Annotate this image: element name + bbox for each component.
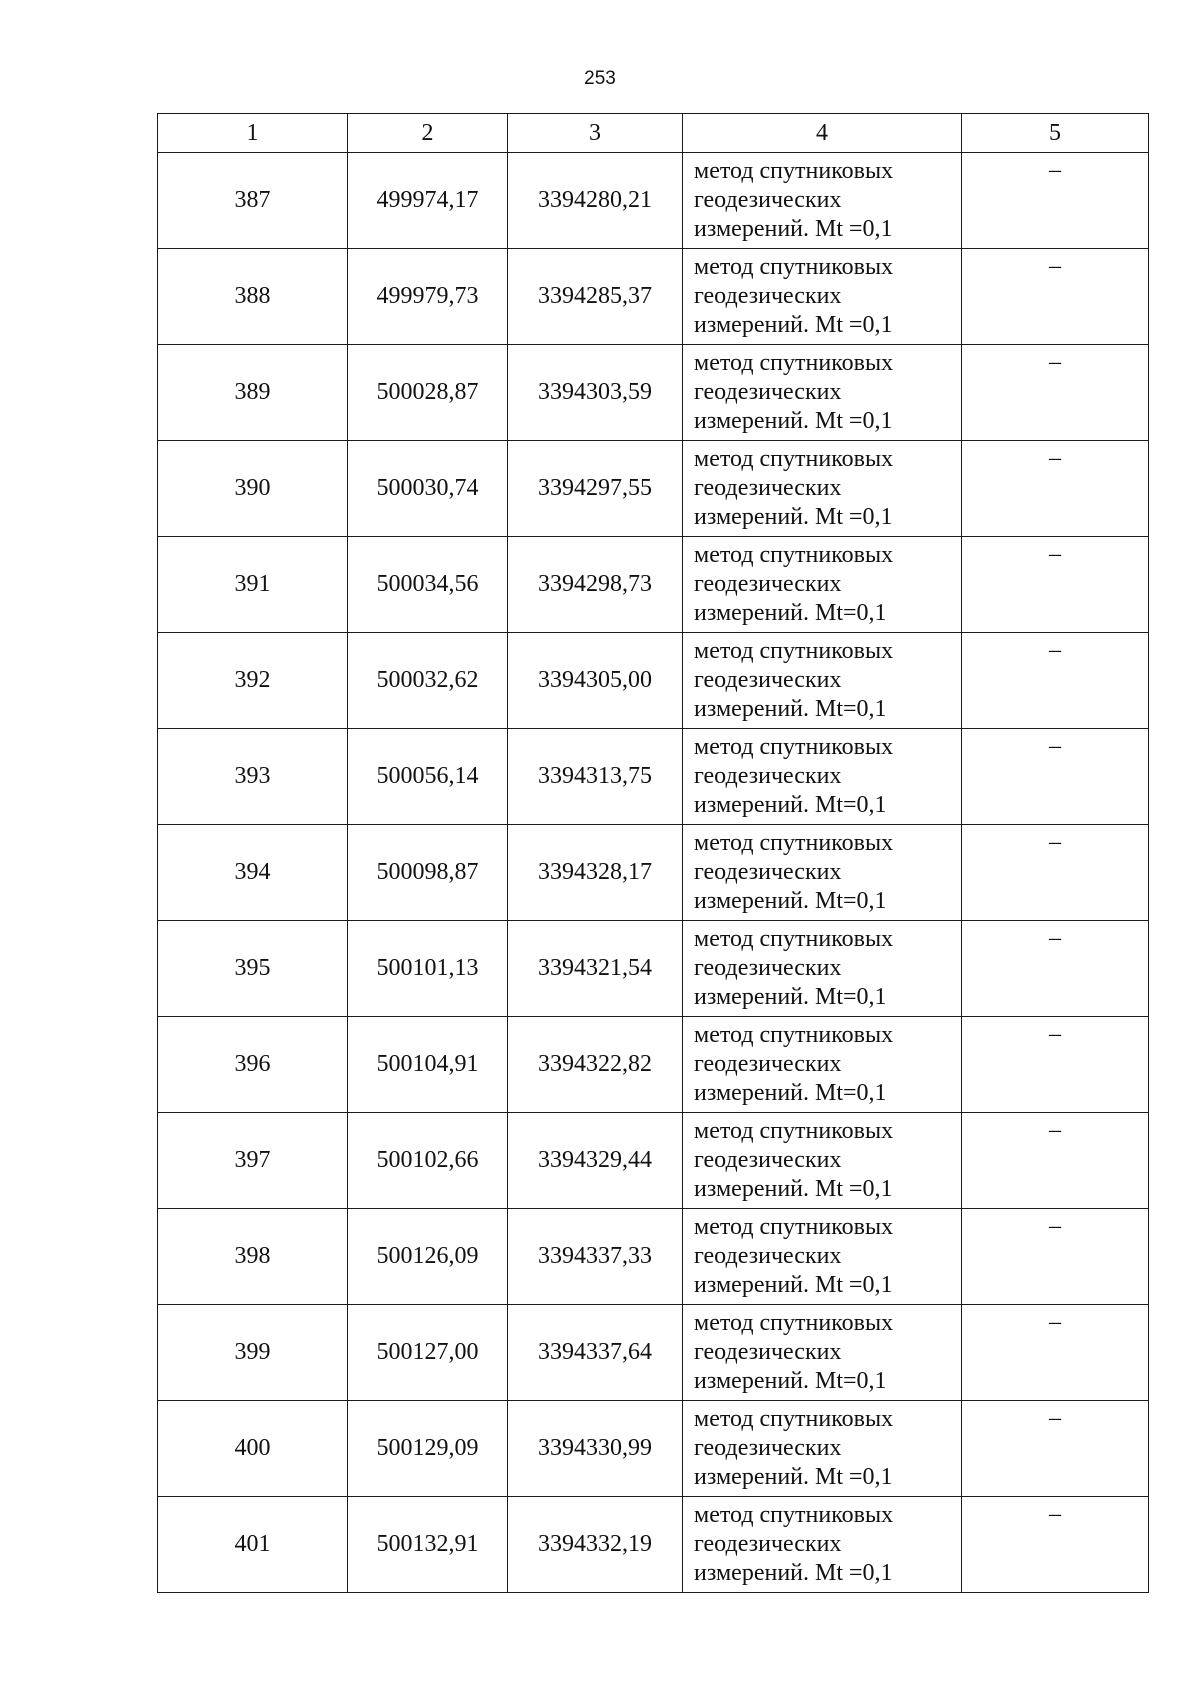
method-cell: метод спутниковых геодезических измерений. Mt =0,1	[683, 1209, 962, 1305]
header-col-1: 1	[158, 114, 348, 153]
method-cell: метод спутниковых геодезических измерений. Mt =0,1	[683, 441, 962, 537]
method-cell: метод спутниковых геодезических измерений. Mt =0,1	[683, 345, 962, 441]
note-cell: –	[962, 825, 1149, 921]
y-coordinate-cell: 3394305,00	[508, 633, 683, 729]
note-cell: –	[962, 633, 1149, 729]
note-cell: –	[962, 1305, 1149, 1401]
x-coordinate-cell: 500056,14	[348, 729, 508, 825]
table-row	[158, 345, 1149, 441]
point-number-cell: 393	[158, 729, 348, 825]
method-cell: метод спутниковых геодезических измерений. Mt=0,1	[683, 633, 962, 729]
header-col-3: 3	[508, 114, 683, 153]
method-cell: метод спутниковых геодезических измерений. Mt=0,1	[683, 1017, 962, 1113]
method-cell: метод спутниковых геодезических измерений. Mt =0,1	[683, 153, 962, 249]
method-cell: метод спутниковых геодезических измерений. Mt=0,1	[683, 537, 962, 633]
note-cell: –	[962, 1113, 1149, 1209]
coordinates-table	[157, 113, 1149, 1593]
x-coordinate-cell: 500104,91	[348, 1017, 508, 1113]
x-coordinate-cell: 500034,56	[348, 537, 508, 633]
method-cell: метод спутниковых геодезических измерений. Mt=0,1	[683, 921, 962, 1017]
table-row	[158, 1113, 1149, 1209]
y-coordinate-cell: 3394313,75	[508, 729, 683, 825]
x-coordinate-cell: 500028,87	[348, 345, 508, 441]
table-header	[158, 114, 1149, 153]
point-number-cell: 401	[158, 1497, 348, 1593]
y-coordinate-cell: 3394337,64	[508, 1305, 683, 1401]
table-row	[158, 1401, 1149, 1497]
point-number-cell: 397	[158, 1113, 348, 1209]
note-cell: –	[962, 441, 1149, 537]
note-cell: –	[962, 1497, 1149, 1593]
method-cell: метод спутниковых геодезических измерений. Mt=0,1	[683, 1305, 962, 1401]
header-row	[158, 114, 1149, 153]
x-coordinate-cell: 500127,00	[348, 1305, 508, 1401]
table-body	[158, 153, 1149, 1593]
table-row	[158, 441, 1149, 537]
note-cell: –	[962, 729, 1149, 825]
y-coordinate-cell: 3394297,55	[508, 441, 683, 537]
method-cell: метод спутниковых геодезических измерений. Mt =0,1	[683, 1401, 962, 1497]
point-number-cell: 400	[158, 1401, 348, 1497]
x-coordinate-cell: 499974,17	[348, 153, 508, 249]
table-row	[158, 729, 1149, 825]
x-coordinate-cell: 500030,74	[348, 441, 508, 537]
table-row	[158, 153, 1149, 249]
header-col-2: 2	[348, 114, 508, 153]
point-number-cell: 387	[158, 153, 348, 249]
note-cell: –	[962, 1017, 1149, 1113]
y-coordinate-cell: 3394303,59	[508, 345, 683, 441]
point-number-cell: 389	[158, 345, 348, 441]
method-cell: метод спутниковых геодезических измерений. Mt =0,1	[683, 249, 962, 345]
x-coordinate-cell: 500098,87	[348, 825, 508, 921]
x-coordinate-cell: 500129,09	[348, 1401, 508, 1497]
y-coordinate-cell: 3394280,21	[508, 153, 683, 249]
table-row	[158, 1017, 1149, 1113]
x-coordinate-cell: 500101,13	[348, 921, 508, 1017]
point-number-cell: 391	[158, 537, 348, 633]
method-cell: метод спутниковых геодезических измерений. Mt =0,1	[683, 1113, 962, 1209]
y-coordinate-cell: 3394328,17	[508, 825, 683, 921]
table-row	[158, 1497, 1149, 1593]
y-coordinate-cell: 3394337,33	[508, 1209, 683, 1305]
page-number: 253	[584, 68, 616, 89]
table-row	[158, 249, 1149, 345]
point-number-cell: 396	[158, 1017, 348, 1113]
y-coordinate-cell: 3394285,37	[508, 249, 683, 345]
point-number-cell: 390	[158, 441, 348, 537]
table-row	[158, 633, 1149, 729]
point-number-cell: 399	[158, 1305, 348, 1401]
table-row	[158, 825, 1149, 921]
x-coordinate-cell: 500032,62	[348, 633, 508, 729]
note-cell: –	[962, 1401, 1149, 1497]
point-number-cell: 394	[158, 825, 348, 921]
method-cell: метод спутниковых геодезических измерений. Mt =0,1	[683, 1497, 962, 1593]
note-cell: –	[962, 921, 1149, 1017]
y-coordinate-cell: 3394322,82	[508, 1017, 683, 1113]
method-cell: метод спутниковых геодезических измерений. Mt=0,1	[683, 729, 962, 825]
x-coordinate-cell: 500126,09	[348, 1209, 508, 1305]
note-cell: –	[962, 345, 1149, 441]
table-row	[158, 1209, 1149, 1305]
point-number-cell: 392	[158, 633, 348, 729]
table-row	[158, 921, 1149, 1017]
x-coordinate-cell: 500132,91	[348, 1497, 508, 1593]
table-row	[158, 537, 1149, 633]
header-col-5: 5	[962, 114, 1149, 153]
x-coordinate-cell: 500102,66	[348, 1113, 508, 1209]
x-coordinate-cell: 499979,73	[348, 249, 508, 345]
y-coordinate-cell: 3394330,99	[508, 1401, 683, 1497]
note-cell: –	[962, 249, 1149, 345]
note-cell: –	[962, 537, 1149, 633]
header-col-4: 4	[683, 114, 962, 153]
y-coordinate-cell: 3394321,54	[508, 921, 683, 1017]
y-coordinate-cell: 3394332,19	[508, 1497, 683, 1593]
note-cell: –	[962, 153, 1149, 249]
y-coordinate-cell: 3394298,73	[508, 537, 683, 633]
y-coordinate-cell: 3394329,44	[508, 1113, 683, 1209]
point-number-cell: 395	[158, 921, 348, 1017]
note-cell: –	[962, 1209, 1149, 1305]
point-number-cell: 398	[158, 1209, 348, 1305]
table-row	[158, 1305, 1149, 1401]
point-number-cell: 388	[158, 249, 348, 345]
method-cell: метод спутниковых геодезических измерений. Mt=0,1	[683, 825, 962, 921]
